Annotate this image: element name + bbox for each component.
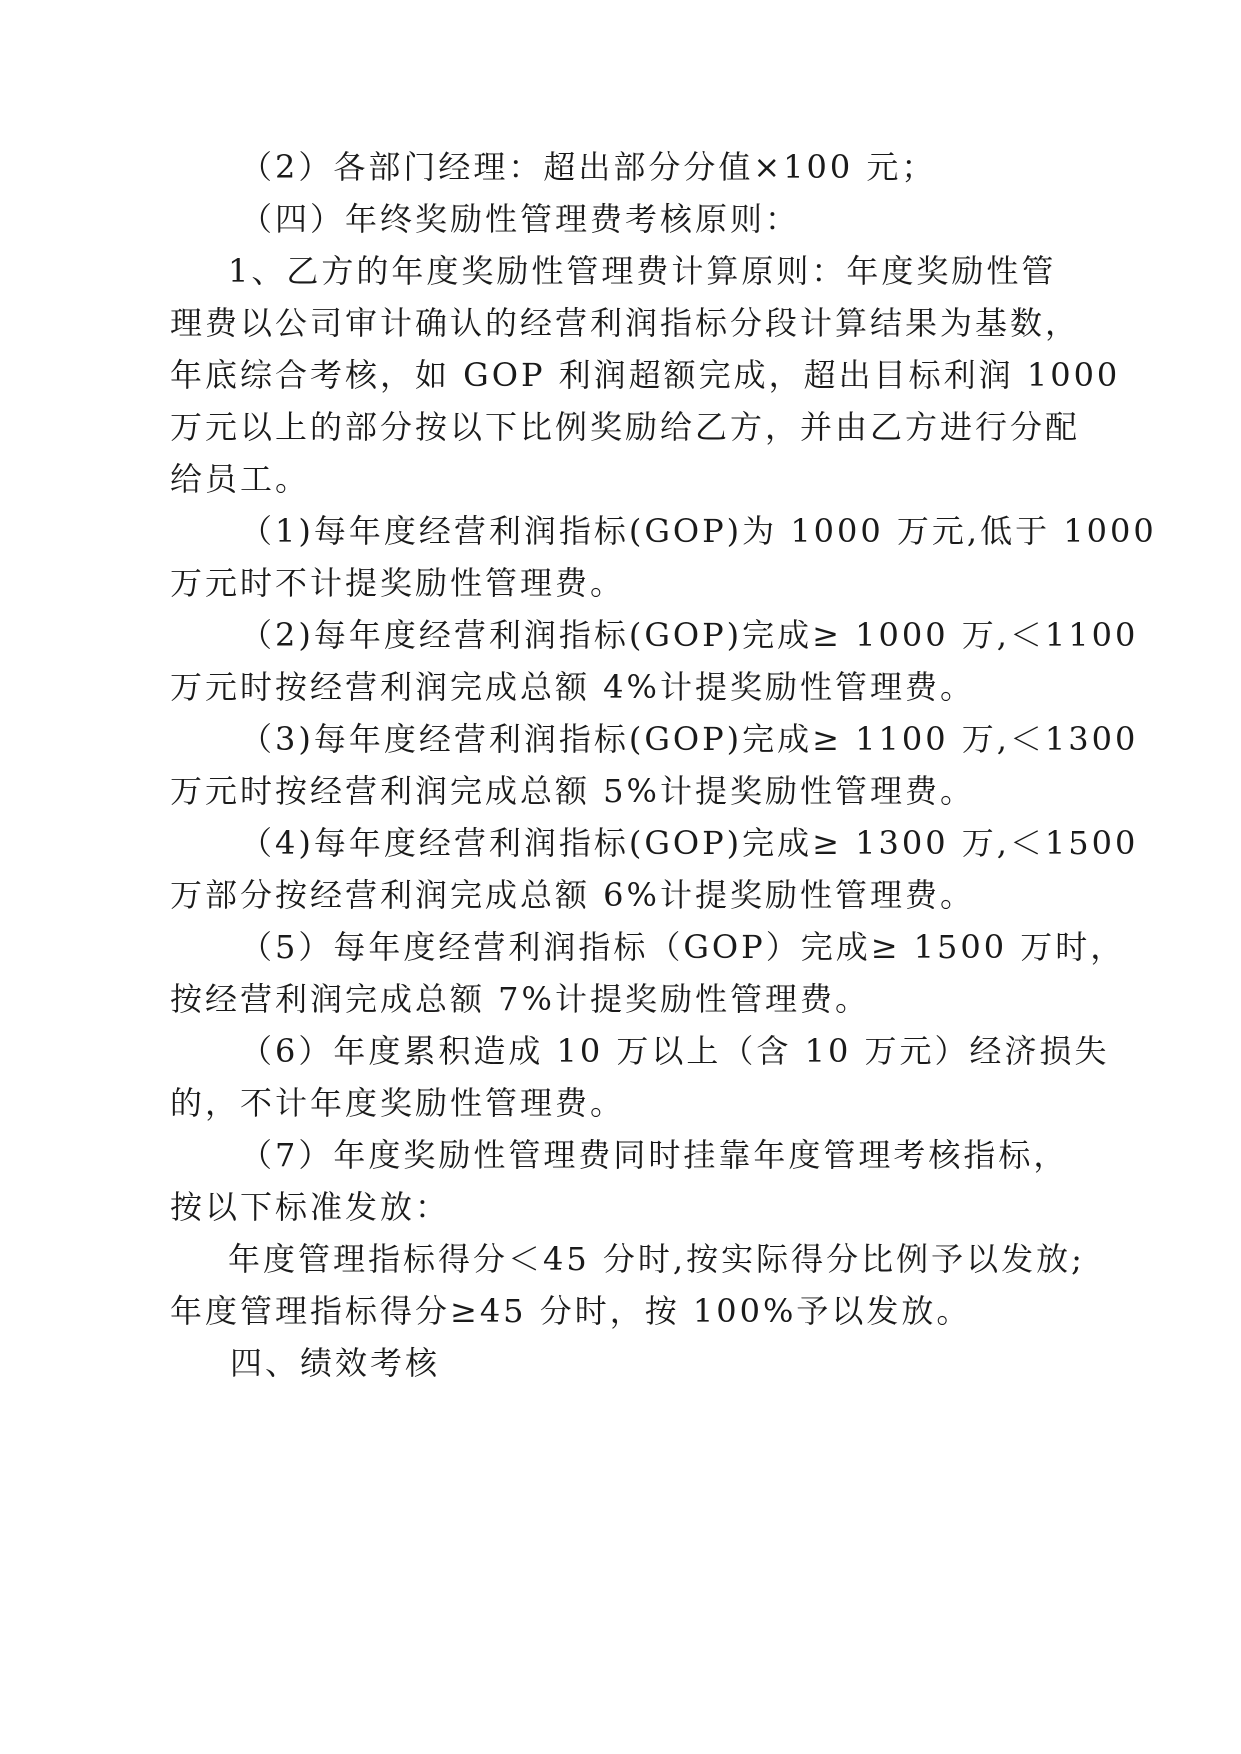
text-line-content: （2）各部门经理：超出部分分值×100 元； <box>240 148 937 186</box>
text-line <box>0 1074 1241 1132</box>
text-line <box>0 190 1241 248</box>
text-line <box>0 242 1241 300</box>
text-line <box>0 1126 1241 1184</box>
text-line-content: 万元时按经营利润完成总额 5%计提奖励性管理费。 <box>170 772 975 810</box>
text-line-content: （6）年度累积造成 10 万以上（含 10 万元）经济损失 <box>240 1032 1110 1070</box>
text-line-content: （3)每年度经营利润指标(GOP)完成≥ 1100 万,＜1300 <box>240 720 1139 758</box>
text-line <box>0 398 1241 456</box>
text-line <box>0 138 1241 196</box>
text-line-content: 万元以上的部分按以下比例奖励给乙方，并由乙方进行分配 <box>170 408 1081 446</box>
text-line-content: （四）年终奖励性管理费考核原则： <box>240 200 801 238</box>
text-line <box>0 814 1241 872</box>
text-line-content: 年度管理指标得分≥45 分时，按 100%予以发放。 <box>170 1292 972 1330</box>
text-line <box>0 1282 1241 1340</box>
text-line <box>0 1334 1241 1392</box>
text-line-content: 年底综合考核，如 GOP 利润超额完成，超出目标利润 1000 <box>170 356 1121 394</box>
text-line <box>0 658 1241 716</box>
text-line-content: 万元时不计提奖励性管理费。 <box>170 564 626 602</box>
text-line-content: 1、乙方的年度奖励性管理费计算原则：年度奖励性管 <box>228 252 1057 290</box>
text-line-content: 按以下标准发放： <box>170 1188 451 1226</box>
text-line-content: 万部分按经营利润完成总额 6%计提奖励性管理费。 <box>170 876 975 914</box>
text-line <box>0 502 1241 560</box>
text-line-content: 年度管理指标得分＜45 分时,按实际得分比例予以发放; <box>228 1240 1085 1278</box>
text-line-content: （2)每年度经营利润指标(GOP)完成≥ 1000 万,＜1100 <box>240 616 1139 654</box>
text-line <box>0 918 1241 976</box>
text-line <box>0 866 1241 924</box>
text-line-content: 按经营利润完成总额 7%计提奖励性管理费。 <box>170 980 870 1018</box>
text-line <box>0 294 1241 352</box>
text-line-content: （7）年度奖励性管理费同时挂靠年度管理考核指标， <box>240 1136 1069 1174</box>
text-line-content: 的，不计年度奖励性管理费。 <box>170 1084 626 1122</box>
text-line-content: 万元时按经营利润完成总额 4%计提奖励性管理费。 <box>170 668 975 706</box>
text-line <box>0 710 1241 768</box>
text-line-content: （5）每年度经营利润指标（GOP）完成≥ 1500 万时， <box>240 928 1126 966</box>
text-line-content: （4)每年度经营利润指标(GOP)完成≥ 1300 万,＜1500 <box>240 824 1139 862</box>
text-line-content: 四、绩效考核 <box>230 1344 441 1382</box>
text-line <box>0 762 1241 820</box>
text-line-content: 给员工。 <box>170 460 311 498</box>
text-line <box>0 606 1241 664</box>
text-line <box>0 554 1241 612</box>
text-line <box>0 1230 1241 1288</box>
text-line <box>0 970 1241 1028</box>
text-line-content: 理费以公司审计确认的经营利润指标分段计算结果为基数， <box>170 304 1081 342</box>
text-line <box>0 1022 1241 1080</box>
text-line <box>0 346 1241 404</box>
text-line <box>0 1178 1241 1236</box>
text-line-content: （1)每年度经营利润指标(GOP)为 1000 万元,低于 1000 <box>240 512 1157 550</box>
text-line <box>0 450 1241 508</box>
